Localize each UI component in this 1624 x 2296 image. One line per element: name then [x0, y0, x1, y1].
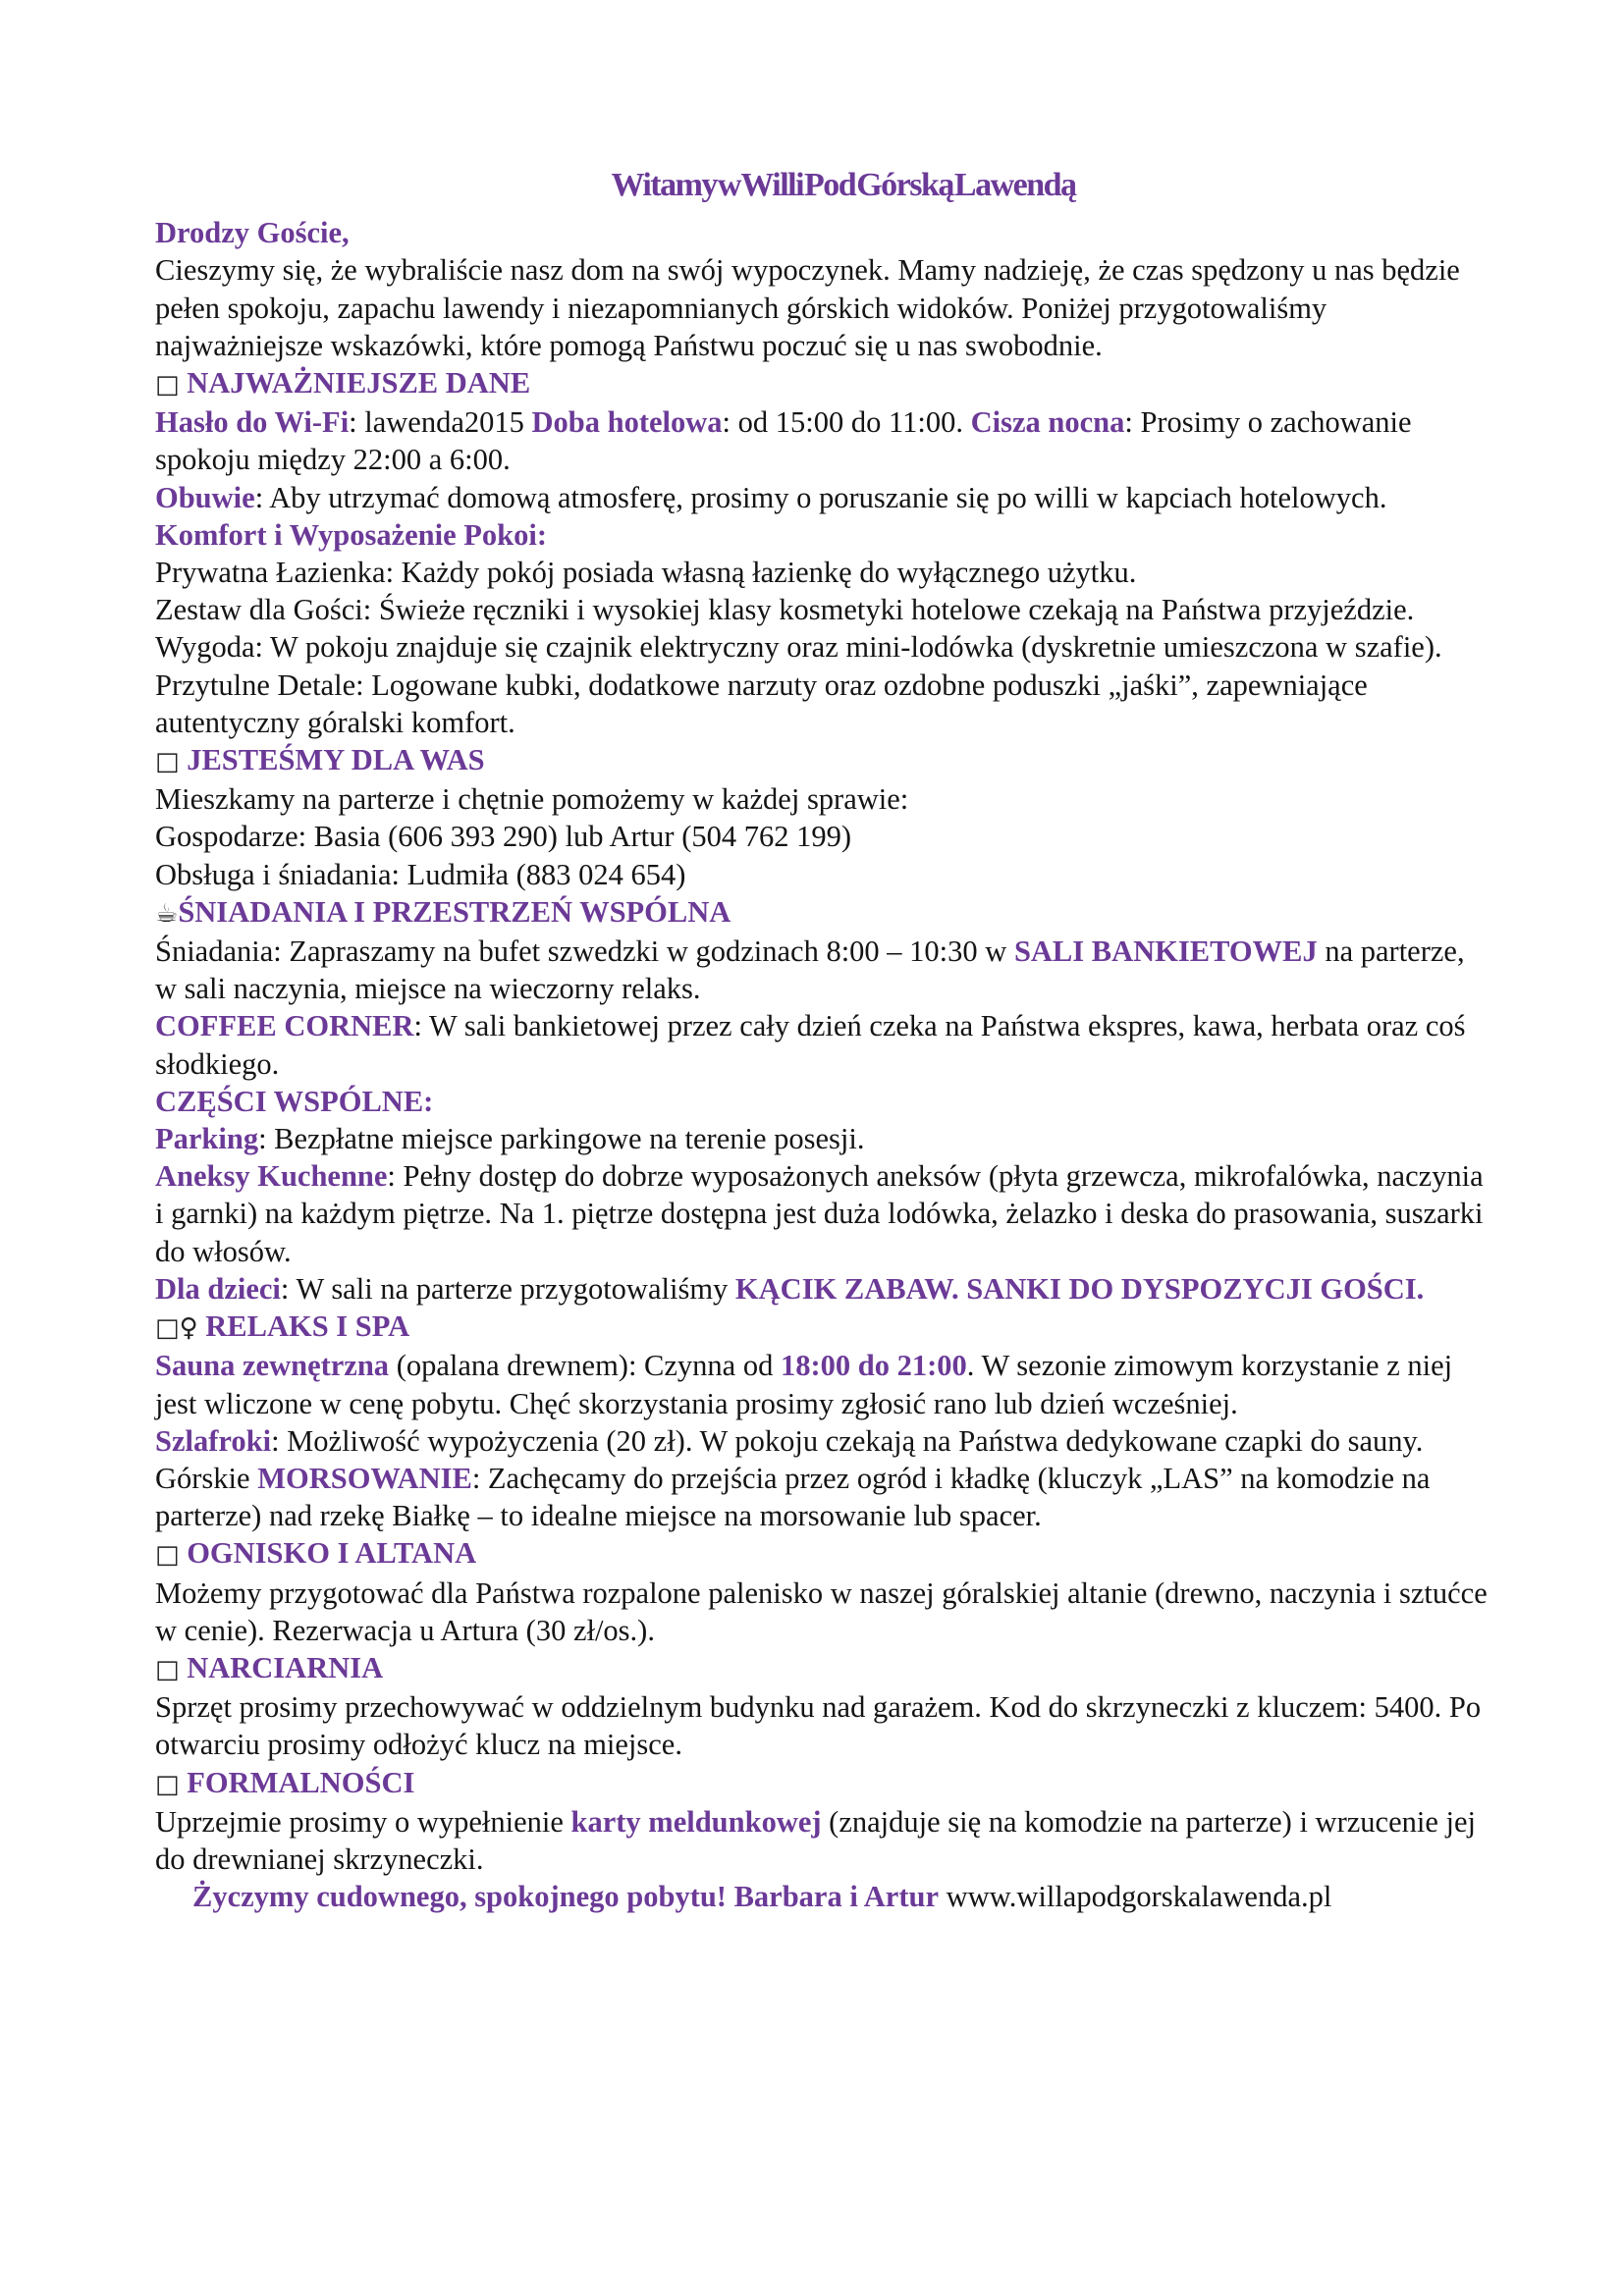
missing-glyph-icon: □ — [155, 1313, 180, 1344]
section-heading-rooms: Komfort i Wyposażenie Pokoi: — [155, 517, 548, 552]
sauna-label: Sauna zewnętrzna — [155, 1349, 390, 1383]
section-heading-bonfire: □ OGNISKO I ALTANA — [155, 1536, 477, 1571]
section-heading-formalities: □ FORMALNOŚCI — [155, 1765, 415, 1799]
missing-glyph-icon: □ — [155, 1769, 180, 1799]
section-heading-contact: □ JESTEŚMY DLA WAS — [155, 743, 485, 777]
section-heading-spa: □♀ RELAKS I SPA — [155, 1309, 410, 1344]
kids-highlight: KĄCIK ZABAW. SANKI DO DYSPOZYCJI GOŚCI. — [734, 1271, 1425, 1306]
key-info-paragraph — [155, 403, 1492, 478]
checkin-value: : od 15:00 do 11:00. — [722, 405, 971, 440]
quiet-hours-label: Cisza nocna — [970, 405, 1125, 440]
kitchen-paragraph: Aneksy Kuchenne: Pełny dostęp do dobrze wyposażonych aneksów (płyta grzewcza, mikrofalówka, naczynia i garnki) na każdym piętrze. Na 1. piętrze dostępna jest duża lodówka, żelazko i deska do prasowania, suszarki do włosów. — [155, 1159, 1484, 1268]
rooms-line: Wygoda: W pokoju znajduje się czajnik elektryczny oraz mini-lodówka (dyskretnie umieszczona w szafie). — [155, 630, 1442, 665]
parking-label: Parking — [155, 1122, 259, 1156]
missing-glyph-icon: □ — [155, 1654, 180, 1684]
section-heading-key-info: □ NAJWAŻNIEJSZE DANE — [155, 366, 531, 400]
breakfast-paragraph: Śniadania: Zapraszamy na bufet szwedzki w godzinach 8:00 – 10:30 w SALI BANKIETOWEJ na parterze, w sali naczynia, miejsce na wieczorny relaks. — [155, 934, 1465, 1006]
parking-paragraph: Parking: Bezpłatne miejsce parkingowe na terenie posesji. — [155, 1122, 865, 1156]
sauna-paragraph: Sauna zewnętrzna (opalana drewnem): Czynna od 18:00 do 21:00. W sezonie zimowym korzystanie z niej jest wliczone w cenę pobytu. Chęć skorzystania prosimy zgłosić rano lub dzień wcześniej. — [155, 1349, 1453, 1420]
kids-label: Dla dzieci — [155, 1271, 281, 1306]
greeting: Drodzy Goście, — [155, 216, 350, 250]
coffee-corner-paragraph: COFFEE CORNER: W sali bankietowej przez cały dzień czeka na Państwa ekspres, kawa, herbata oraz coś słodkiego. — [155, 1009, 1466, 1081]
contact-line: Gospodarze: Basia (606 393 290) lub Artur (504 762 199) — [155, 820, 852, 854]
robes-paragraph: Szlafroki: Możliwość wypożyczenia (20 zł). W pokoju czekają na Państwa dedykowane czapki do sauny. Górskie MORSOWANIE: Zachęcamy do przejścia przez ogród i kładkę (kluczyk „LAS” na komodzie na parterze) nad rzekę Białkę – to idealne miejsce na morsowanie lub spacer. — [155, 1423, 1431, 1533]
kitchen-label: Aneksy Kuchenne — [155, 1159, 388, 1194]
rooms-line: Prywatna Łazienka: Każdy pokój posiada własną łazienkę do wyłącznego użytku. — [155, 556, 1137, 590]
kids-paragraph: Dla dzieci: W sali na parterze przygotowaliśmy KĄCIK ZABAW. SANKI DO DYSPOZYCJI GOŚCI. — [155, 1271, 1425, 1306]
document-page — [155, 167, 1492, 1915]
ski-room-paragraph: Sprzęt prosimy przechowywać w oddzielnym budynku nad garażem. Kod do skrzyneczki z kluczem: 5400. Po otwarciu prosimy odłożyć klucz na miejsce. — [155, 1690, 1482, 1762]
page-title: Witamy w Willi Pod Górską Lawendą — [611, 167, 1076, 203]
winter-swimming-highlight: MORSOWANIE — [257, 1461, 472, 1495]
shoes-paragraph — [155, 479, 1492, 516]
banquet-hall-highlight: SALI BANKIETOWEJ — [1013, 934, 1318, 969]
checkin-label: Doba hotelowa — [531, 405, 723, 440]
intro-paragraph: Cieszymy się, że wybraliście nasz dom na swój wypoczynek. Mamy nadzieję, że czas spędzony u nas będzie pełen spokoju, zapachu lawendy i niezapomnianych górskich widoków. Poniżej przygotowaliśmy najważniejsze wskazówki, które pomogą Państwu poczuć się u nas swobodnie. — [155, 253, 1460, 362]
contact-line: Mieszkamy na parterze i chętnie pomożemy w każdej sprawie: — [155, 782, 909, 817]
section-heading-ski-room: □ NARCIARNIA — [155, 1650, 384, 1684]
closing-wish: Życzymy cudownego, spokojnego pobytu! Barbara i Artur — [192, 1880, 939, 1914]
coffee-corner-label: COFFEE CORNER — [155, 1009, 414, 1043]
missing-glyph-icon: □ — [155, 747, 180, 777]
formalities-paragraph: Uprzejmie prosimy o wypełnienie karty meldunkowej (znajduje się na komodzie na parterze) i wrzucenie jej do drewnianej skrzyneczki. — [155, 1804, 1476, 1876]
website-url: www.willapodgorskalawenda.pl — [938, 1880, 1332, 1914]
shoes-label: Obuwie — [155, 480, 255, 514]
registration-card-highlight: karty meldunkowej — [570, 1804, 822, 1839]
quiet-hours-value: : Prosimy o zachowanie spokoju między 22:00 a 6:00. — [155, 405, 1412, 477]
wifi-value: : lawenda2015 — [349, 405, 532, 440]
robes-label: Szlafroki — [155, 1423, 272, 1458]
shoes-value: : Aby utrzymać domową atmosferę, prosimy o poruszanie się po willi w kapciach hotelowych. — [254, 480, 1387, 514]
missing-glyph-icon: □ — [155, 1540, 180, 1571]
closing-line — [155, 1878, 1492, 1915]
bonfire-paragraph: Możemy przygotować dla Państwa rozpalone palenisko w naszej góralskiej altanie (drewno, naczynia i sztućce w cenie). Rezerwacja u Artura (30 zł/os.). — [155, 1575, 1488, 1647]
section-heading-common-areas: CZĘŚCI WSPÓLNE: — [155, 1084, 434, 1118]
sauna-hours: 18:00 do 21:00 — [780, 1349, 967, 1383]
rooms-line: Zestaw dla Gości: Świeże ręczniki i wysokiej klasy kosmetyki hotelowe czekają na Państwa przyjeździe. — [155, 593, 1415, 627]
wifi-label: Hasło do Wi-Fi — [155, 405, 350, 440]
coffee-icon: ☕ — [155, 898, 179, 929]
missing-glyph-icon: □ — [155, 370, 180, 400]
female-sign-icon: ♀ — [179, 1313, 198, 1344]
section-heading-breakfast: ☕ŚNIADANIA I PRZESTRZEŃ WSPÓLNA — [155, 894, 731, 929]
contact-line: Obsługa i śniadania: Ludmiła (883 024 654) — [155, 857, 686, 891]
rooms-line: Przytulne Detale: Logowane kubki, dodatkowe narzuty oraz ozdobne poduszki „jaśki”, zapewniające autentyczny góralski komfort. — [155, 667, 1368, 739]
